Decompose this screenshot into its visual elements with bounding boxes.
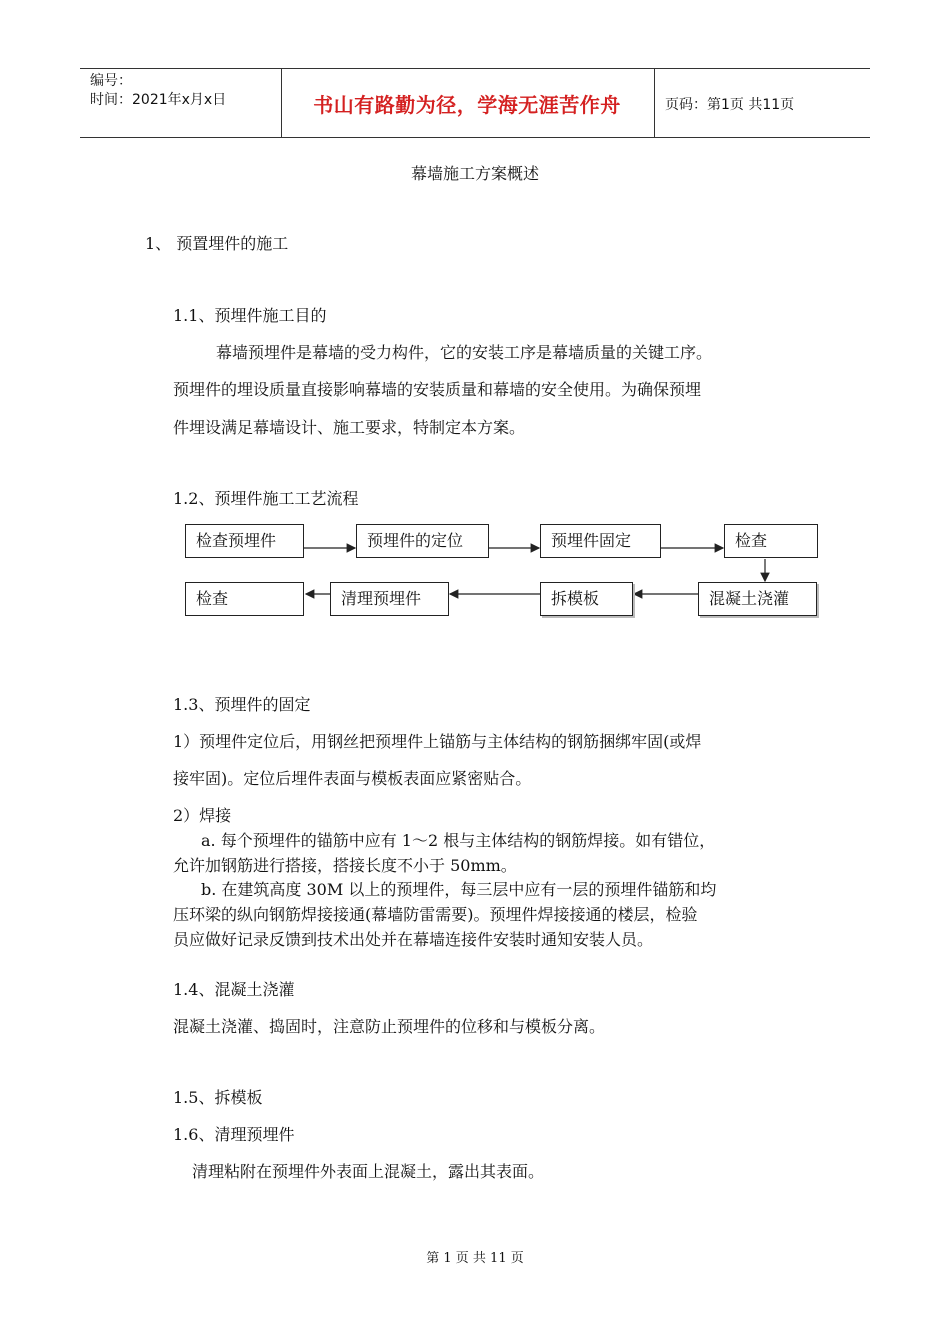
flow-step-positioning: 预埋件的定位 xyxy=(356,524,489,558)
header-time-label: 时间：2021年x月x日 xyxy=(90,92,227,108)
paragraph-line: a. 每个预埋件的锚筋中应有 1～2 根与主体结构的钢筋焊接。如有错位， xyxy=(201,831,716,850)
paragraph-line: 件埋设满足幕墙设计、施工要求，特制定本方案。 xyxy=(173,418,526,437)
header-number-label: 编号： xyxy=(90,73,132,89)
subsection-heading: 1.1、预埋件施工目的 xyxy=(173,306,327,325)
paragraph-line: b. 在建筑高度 30M 以上的预埋件，每三层中应有一层的预埋件锚筋和均 xyxy=(201,880,717,899)
page-footer: 第 1 页 共 11 页 xyxy=(426,1251,524,1266)
subsection-heading: 1.3、预埋件的固定 xyxy=(173,695,311,714)
flow-step-final-check: 检查 xyxy=(185,582,304,616)
flow-step-fixing: 预埋件固定 xyxy=(540,524,661,558)
flow-step-check-embedded-parts: 检查预埋件 xyxy=(185,524,304,558)
paragraph-line: 接牢固)。定位后埋件表面与模板表面应紧密贴合。 xyxy=(173,769,532,788)
paragraph-line: 员应做好记录反馈到技术出处并在幕墙连接件安装时通知安装人员。 xyxy=(173,930,654,949)
subsection-heading: 1.5、拆模板 xyxy=(173,1088,263,1107)
document-title: 幕墙施工方案概述 xyxy=(410,164,539,183)
subsection-heading: 1.2、预埋件施工工艺流程 xyxy=(173,489,359,508)
paragraph-line: 1）预埋件定位后，用钢丝把预埋件上锚筋与主体结构的钢筋捆绑牢固(或焊 xyxy=(173,732,702,751)
paragraph-line: 预埋件的埋设质量直接影响幕墙的安装质量和幕墙的安全使用。为确保预埋 xyxy=(173,380,702,399)
flow-step-inspect: 检查 xyxy=(724,524,818,558)
header-page-info: 页码：第1页 共11页 xyxy=(665,97,795,113)
flow-step-remove-formwork: 拆模板 xyxy=(540,582,633,616)
subsection-heading: 1.6、清理预埋件 xyxy=(173,1125,295,1144)
paragraph-line: 允许加钢筋进行搭接，搭接长度不小于 50mm。 xyxy=(173,856,517,875)
section-heading: 1、 预置埋件的施工 xyxy=(145,234,289,253)
flow-step-pour-concrete: 混凝土浇灌 xyxy=(698,582,817,616)
paragraph-line: 混凝土浇灌、捣固时，注意防止预埋件的位移和与模板分离。 xyxy=(173,1017,606,1036)
flow-step-clean: 清理预埋件 xyxy=(330,582,449,616)
paragraph-line: 清理粘附在预埋件外表面上混凝土，露出其表面。 xyxy=(192,1162,545,1181)
paragraph-line: 压环梁的纵向钢筋焊接接通(幕墙防雷需要)。预埋件焊接接通的楼层，检验 xyxy=(173,905,698,924)
header-motto: 书山有路勤为径，学海无涯苦作舟 xyxy=(313,93,621,117)
paragraph-line: 幕墙预埋件是幕墙的受力构件，它的安装工序是幕墙质量的关键工序。 xyxy=(216,343,713,362)
paragraph-line: 2）焊接 xyxy=(173,806,232,825)
subsection-heading: 1.4、混凝土浇灌 xyxy=(173,980,295,999)
